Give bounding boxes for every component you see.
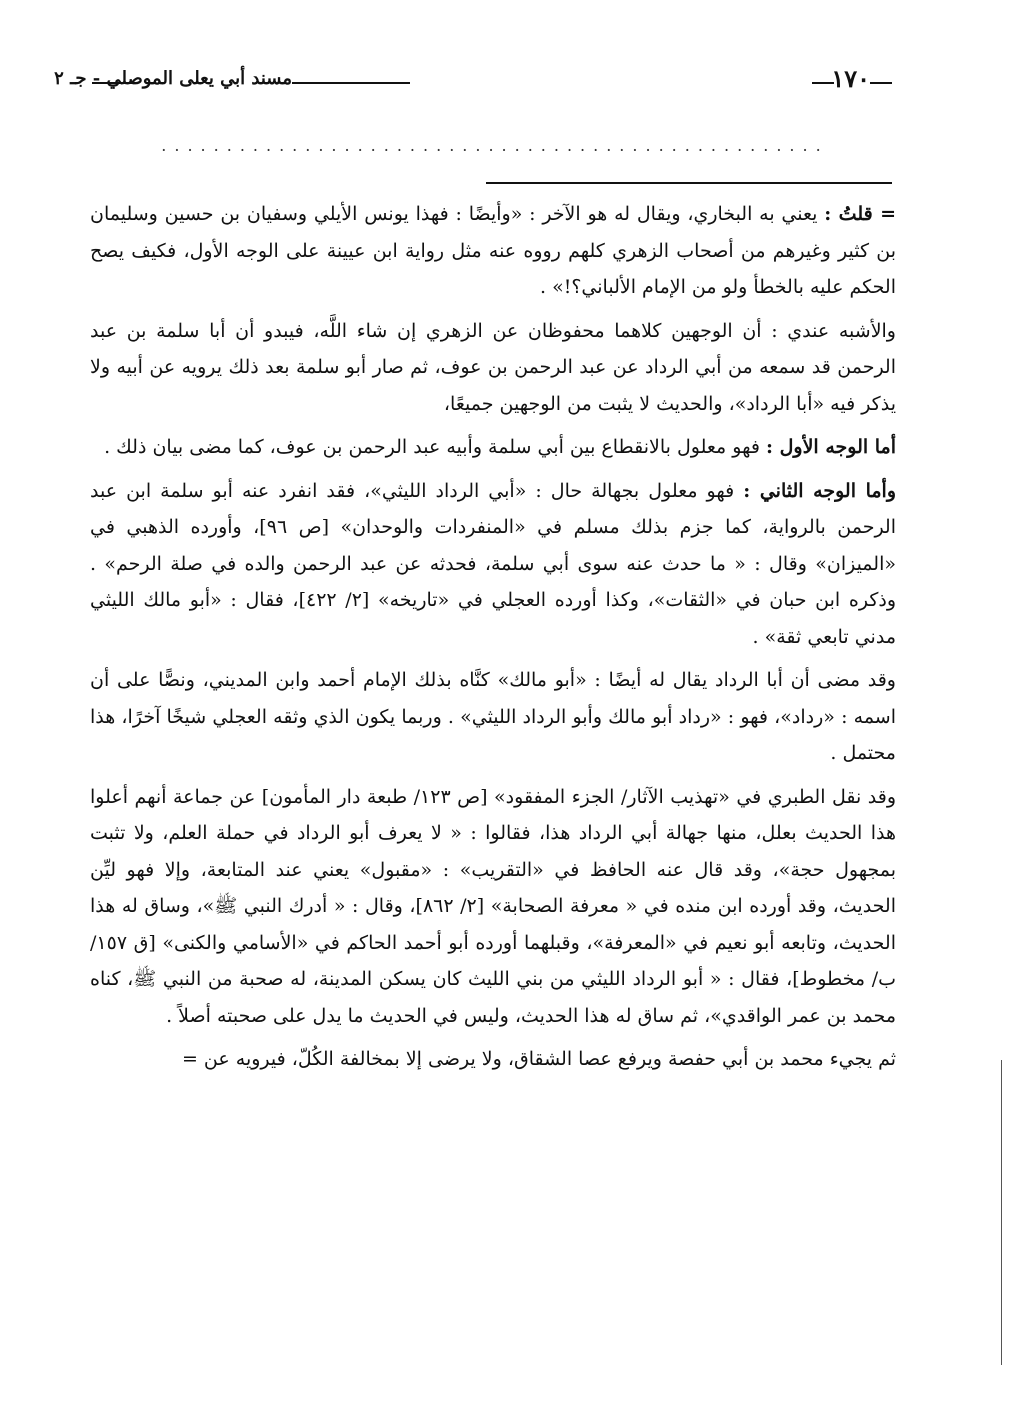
header-rule xyxy=(870,82,892,84)
paragraph-4 xyxy=(90,473,896,656)
paragraph-3 xyxy=(90,429,896,466)
paragraph-text: يعني به البخاري، ويقال له هو الآخر : «وأيضًا : فهذا يونس الأيلي وسفيان بن حسين وسليمان بن كثير وغيرهم من أصحاب الزهري كلهم رووه عنه مثل رواية ابن عيينة على الوجه الأول، فكيف يصح الحكم عليه بالخطأ ولو من الإمام الألباني؟!» . xyxy=(90,203,896,298)
footnote-body xyxy=(90,196,896,1085)
margin-line xyxy=(1001,1060,1002,1365)
paragraph-text: وقد نقل الطبري في «تهذيب الآثار/ الجزء المفقود» [ص ١٢٣/ طبعة دار المأمون] عن جماعة أنهم أعلوا هذا الحديث بعلل، منها جهالة أبي الرداد هذا، فقالوا : « لا يعرف أبو الرداد في حملة العلم، ولا تثبت بمجهول حجة»، وقد قال عنه الحافظ في «التقريب» : «مقبول» يعني عند المتابعة، وإلا فهو ليِّن الحديث، وقد أورده ابن منده في « معرفة الصحابة» [٢/ ٨٦٢]، وقال : « أدرك النبي ﷺ»، وساق له هذا الحديث، وتابعه أبو نعيم في «المعرفة»، وقبلهما أورده أبو أحمد الحاكم في «الأسامي والكنى» [ق ١٥٧/ ب/ مخطوط]، فقال : « أبو الرداد الليثي من بني الليث كان يسكن المدينة، له صحبة من النبي ﷺ، كناه محمد بن عمر الواقدي»، ثم ساق له هذا الحديث، وليس في الحديث ما يدل على صحبته أصلاً . xyxy=(90,785,897,1027)
paragraph-text: ثم يجيء محمد بن أبي حفصة ويرفع عصا الشقاق، ولا يرضى إلا بمخالفة الكُلّ، فيرويه عن = xyxy=(181,1048,896,1070)
paragraph-1 xyxy=(90,196,896,306)
paragraph-text: وقد مضى أن أبا الرداد يقال له أيضًا : «أبو مالك» كنَّاه بذلك الإمام أحمد وابن المديني، ونصًّا على أن اسمه : «رداد»، فهو : «رداد أبو مالك وأبو الرداد الليثي» . وربما يكون الذي وثقه العجلي شيخًا آخرًا، هذا محتمل . xyxy=(90,669,896,764)
paragraph-text: والأشبه عندي : أن الوجهين كلاهما محفوظان عن الزهري إن شاء اللَّه، فيبدو أن أبا سلمة بن عبد الرحمن قد سمعه من أبي الرداد عن عبد الرحمن بن عوف، ثم صار أبو سلمة بعد ذلك يرويه عن أبيه ولا يذكر فيه «أبا الرداد»، والحديث لا يثبت من الوجهين جميعًا، xyxy=(90,319,896,415)
paragraph-2 xyxy=(90,313,896,423)
paragraph-5 xyxy=(90,662,896,772)
paragraph-lead: أما الوجه الأول : xyxy=(765,436,896,458)
paragraph-text: فهو معلول بالانقطاع بين أبي سلمة وأبيه عبد الرحمن بن عوف، كما مضى بيان ذلك . xyxy=(104,436,760,458)
paragraph-7 xyxy=(90,1041,896,1078)
page-number: ١٧٠ xyxy=(831,64,870,93)
dotted-separator: ................................................... xyxy=(161,136,829,155)
paragraph-lead: = قلتُ : xyxy=(824,203,896,225)
header-rule xyxy=(292,82,410,84)
paragraph-lead: وأما الوجه الثاني : xyxy=(743,479,897,502)
paragraph-6 xyxy=(90,779,896,1035)
paragraph-text: فهو معلول بجهالة حال : «أبي الرداد الليثي»، فقد انفرد عنه أبو سلمة ابن عبد الرحمن بالرواية، كما جزم بذلك مسلم في «المنفردات والوحدان» [ص ٩٦]، وأورده الذهبي في «الميزان» وقال : « ما حدث عنه سوى أبي سلمة، فحدثه عن عبد الرحمن والده في صلة الرحم» . وذكره ابن حبان في «الثقات»، وكذا أورده العجلي في «تاريخه» [٢/ ٤٢٢]، فقال : «أبو مالك الليثي مدني تابعي ثقة» . xyxy=(90,479,897,648)
page-header xyxy=(54,60,892,100)
footnote-separator-line xyxy=(486,182,892,184)
book-title: مسند أبي يعلى الموصلي - جـ ٢ xyxy=(54,68,292,89)
